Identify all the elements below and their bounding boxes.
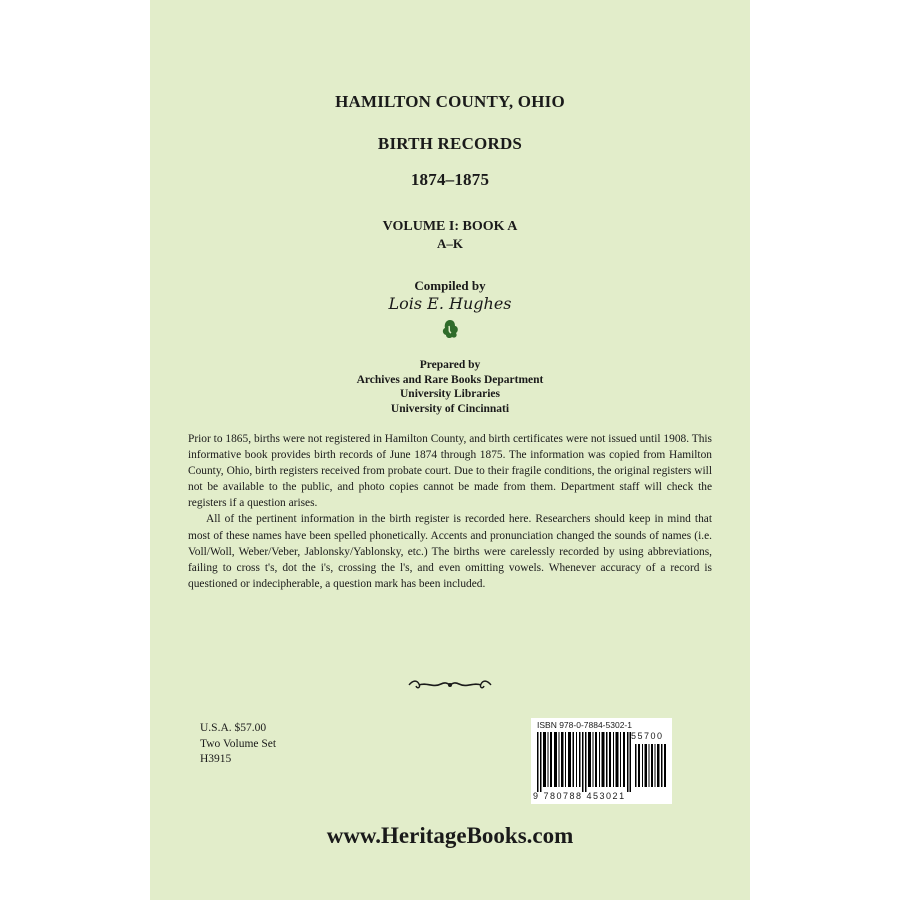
records-heading: BIRTH RECORDS bbox=[377, 134, 523, 153]
price-code-digits: 55700 bbox=[631, 731, 664, 741]
ean-digits: 9 780788 453021 bbox=[533, 791, 626, 801]
compiled-by-label: Compiled by bbox=[414, 278, 486, 293]
publisher-logo-icon bbox=[150, 318, 750, 345]
book-back-cover bbox=[150, 0, 750, 900]
county-heading: HAMILTON COUNTY, OHIO bbox=[335, 92, 565, 111]
prepared-line-2: University Libraries bbox=[400, 388, 500, 400]
price-text: U.S.A. $57.00 bbox=[200, 722, 267, 734]
isbn-barcode bbox=[531, 718, 672, 804]
description-paragraph-1: Prior to 1865, births were not registered in Hamilton County, and birth certificates were not issued until 1908. This informative book provides birth records of June 1874 through 1875. The information was copied from Hamilton County, Ohio, birth registers received from probate court. Due to their fragile conditions, the original registers will not be available to the public, and photo copies cannot be made from them. Department staff will check the registers if a question arises. bbox=[188, 433, 712, 510]
description-paragraph-2: All of the pertinent information in the birth register is recorded here. Researchers should keep in mind that most of these names have been spelled phonetically. Accents and pronunciation changed the sounds of names (i.e. Voll/Woll, Weber/Veber, Jablonsky/Yablonsky, etc.) The births were carelessly recorded by using abbreviations, failing to cross t's, dot the i's, crossing the l's, and even omitting vowels. Whenever accuracy of a record is questioned or indecipherable, a question mark has been included. bbox=[188, 513, 712, 590]
years-heading: 1874–1875 bbox=[410, 170, 490, 189]
ornament-divider bbox=[150, 678, 750, 697]
volume-set-text: Two Volume Set bbox=[200, 737, 277, 750]
description-text bbox=[188, 431, 712, 592]
prepared-by-block bbox=[150, 358, 750, 416]
prepared-line-1: Archives and Rare Books Department bbox=[356, 373, 544, 386]
website-url: www.HeritageBooks.com bbox=[326, 823, 574, 848]
pricing-block bbox=[200, 721, 276, 768]
product-code-text: H3915 bbox=[200, 753, 232, 765]
volume-heading: VOLUME I: BOOK A bbox=[382, 219, 518, 234]
ean-barcode-icon bbox=[537, 732, 631, 792]
compiler-name: Lois E. Hughes bbox=[388, 294, 512, 313]
price-barcode-icon bbox=[635, 744, 667, 787]
prepared-by-label: Prepared by bbox=[419, 359, 481, 371]
range-heading: A–K bbox=[437, 236, 463, 251]
prepared-line-3: University of Cincinnati bbox=[390, 402, 510, 415]
isbn-label: ISBN 978-0-7884-5302-1 bbox=[537, 720, 632, 730]
